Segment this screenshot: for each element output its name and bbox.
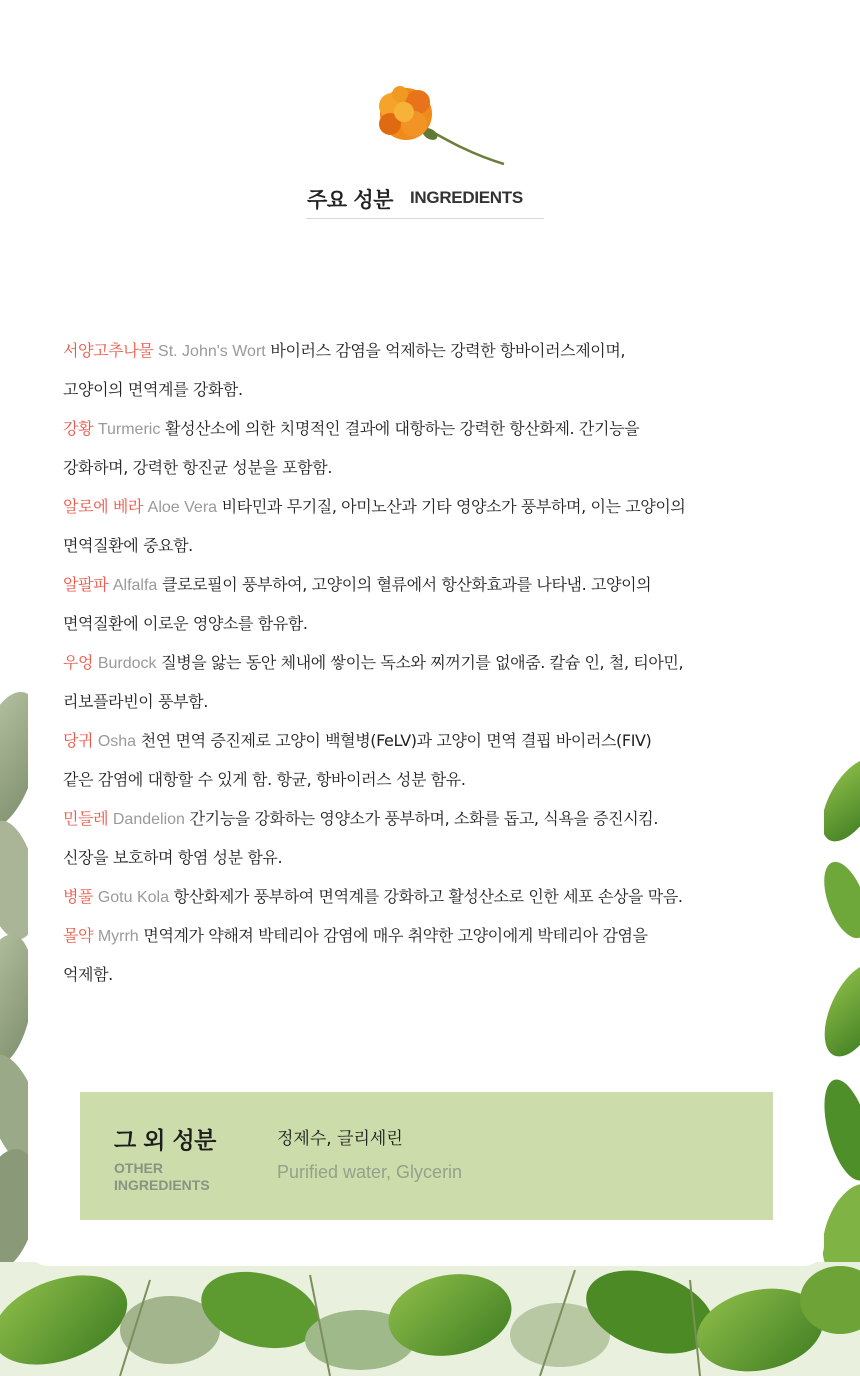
ingredient-description-cont: 신장을 보호하며 항염 성분 함유. [63,848,283,867]
ingredient-name-ko: 당귀 [63,731,94,750]
ingredient-name-ko: 몰약 [63,926,94,945]
ingredient-name-ko: 서양고추나물 [63,341,154,360]
ingredient-description-cont: 억제함. [63,965,113,984]
ingredient-name-ko: 병풀 [63,887,94,906]
other-ingredients-value-en: Purified water, Glycerin [277,1162,463,1182]
ingredient-description: 천연 면역 증진제로 고양이 백혈병(FeLV)과 고양이 면역 결핍 바이러스(FIV) [140,731,652,750]
ingredient-name-ko: 알로에 베라 [63,497,143,516]
ingredient-description: 간기능을 강화하는 영양소가 풍부하며, 소화를 돕고, 식욕을 증진시킴. [189,809,659,828]
title-english: INGREDIENTS [410,188,523,207]
other-ingredients-box [80,1092,773,1220]
ingredient-line [63,721,803,760]
ingredient-item [63,721,803,799]
other-ingredients-subtitle-line: OTHER [114,1160,163,1176]
ingredient-item [63,916,803,994]
ingredient-name-en: St. John's Wort [158,343,266,360]
ingredient-description-cont: 면역질환에 중요함. [63,536,193,555]
ingredient-description: 클로로필이 풍부하여, 고양이의 혈류에서 항산화효과를 나타냄. 고양이의 [162,575,652,594]
title-korean: 주요 성분 [307,188,393,212]
ingredient-name-en: Gotu Kola [97,889,169,906]
ingredient-line [63,643,803,682]
ingredient-list [63,331,803,994]
section-title [306,182,544,219]
ingredient-item [63,643,803,721]
ingredient-description: 활성산소에 의한 치명적인 결과에 대항하는 강력한 항산화제. 간기능을 [165,419,640,438]
ingredient-name-ko: 알팔파 [63,575,109,594]
ingredient-description-cont: 리보플라빈이 풍부함. [63,692,208,711]
ingredient-line [63,409,803,448]
ingredient-name-en: Osha [97,733,137,750]
ingredient-description: 항산화제가 풍부하여 면역계를 강화하고 활성산소로 인한 세포 손상을 막음. [173,887,683,906]
ingredient-line [63,565,803,604]
ingredient-description-cont: 같은 감염에 대항할 수 있게 함. 항균, 항바이러스 성분 함유. [63,770,466,789]
ingredient-description-cont: 고양이의 면역계를 강화함. [63,380,243,399]
ingredient-item [63,487,803,565]
ingredient-name-en: Turmeric [97,421,161,438]
ingredient-item [63,565,803,643]
ingredient-description-cont: 강화하며, 강력한 항진균 성분을 포함함. [63,458,333,477]
ingredient-name-en: Dandelion [112,811,185,828]
other-ingredients-subtitle-line: INGREDIENTS [114,1177,210,1193]
ingredient-name-en: Burdock [97,655,157,672]
other-ingredients-value-ko: 정제수, 글리세린 [277,1129,403,1149]
ingredient-line [63,487,803,526]
ingredient-line [63,916,803,955]
ingredient-name-ko: 강황 [63,419,94,438]
other-ingredients-subtitle [114,1160,244,1194]
other-ingredients-title: 그 외 성분 [114,1128,216,1154]
ingredient-name-en: Myrrh [97,928,139,945]
ingredient-description: 바이러스 감염을 억제하는 강력한 항바이러스제이며, [270,341,626,360]
ingredient-name-en: Alfalfa [112,577,158,594]
ingredient-item [63,877,803,916]
ingredient-line [63,799,803,838]
ingredient-description-cont: 면역질환에 이로운 영양소를 함유함. [63,614,308,633]
ingredient-item [63,331,803,409]
ingredient-name-en: Aloe Vera [147,499,218,516]
ingredient-name-ko: 민들레 [63,809,109,828]
ingredient-item [63,799,803,877]
marigold-flower-icon [370,84,510,168]
ingredient-description: 질병을 앓는 동안 체내에 쌓이는 독소와 찌꺼기를 없애줌. 칼슘 인, 철, 티아민, [161,653,684,672]
ingredient-line [63,331,803,370]
ingredient-line [63,877,803,916]
ingredient-description: 비타민과 무기질, 아미노산과 기타 영양소가 풍부하며, 이는 고양이의 [221,497,686,516]
ingredient-description: 면역계가 약해져 박테리아 감염에 매우 취약한 고양이에게 박테리아 감염을 [143,926,648,945]
ingredient-item [63,409,803,487]
ingredient-name-ko: 우엉 [63,653,94,672]
